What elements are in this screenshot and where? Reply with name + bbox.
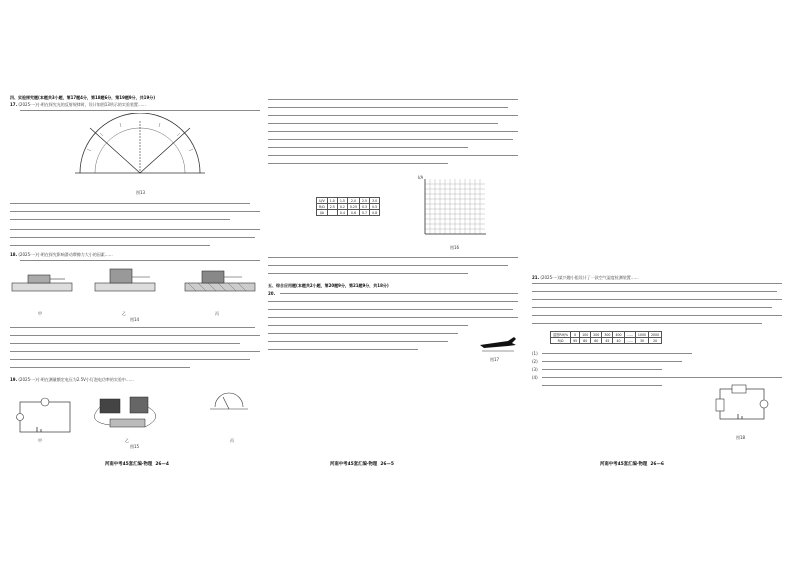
q19-intro: 19. (2025····)小明在测量额定电压为2.5V小灯泡电功率的实验中…… — [10, 377, 134, 382]
figure-18-caption: 图18 — [736, 435, 746, 440]
fig14-label-a: 甲 — [38, 311, 42, 316]
table-row: R/Ω 95 80 60 45 40 …… 30 20 — [551, 338, 662, 344]
table-row: I/A 0.4 0.6 0.7 0.8 — [317, 210, 380, 216]
page-right — [532, 95, 790, 470]
page-left-footer: 河南中考45套汇编·物理 26—4 — [105, 462, 169, 467]
figure-17-caption: 图17 — [490, 357, 500, 362]
humidity-circuit-figure — [712, 381, 772, 433]
airplane-figure — [478, 331, 518, 355]
sub-item-2: (2) — [532, 359, 538, 364]
section-title-5: 五、综合应用题(本题共2小题，第20题9分，第21题9分，共18分) — [268, 283, 389, 288]
section-title: 四、实验探究题(本题共3小题，第17题4分，第18题6分，第19题9分，共19分) — [10, 95, 156, 100]
page-left — [10, 95, 268, 470]
circuit-figure — [15, 387, 260, 442]
sub-item-1: (1) — [532, 351, 538, 356]
q20-number: 20. — [268, 291, 276, 296]
table-row: 湿度RH/% 0 100 200 300 400 …… 1000 2000 — [551, 332, 662, 338]
table-row: U/V 1.0 1.5 2.0 2.5 3.0 — [317, 198, 380, 204]
figure-15-caption: 图15 — [130, 444, 140, 449]
fig14-label-b: 乙 — [122, 311, 126, 316]
page-middle-footer: 河南中考45套汇编·物理 26—5 — [330, 462, 394, 467]
humidity-table — [550, 331, 662, 344]
figure-13-caption: 图13 — [136, 190, 146, 195]
q17-intro: 17. (2025····)小明在探究光的反射规律时，设计如图13所示的实验装置…… — [10, 102, 146, 107]
figure-14-caption: 图14 — [130, 317, 140, 322]
fig15-label-a: 甲 — [38, 438, 42, 443]
data-table — [316, 197, 380, 216]
page-middle — [268, 95, 526, 470]
q18-intro: 18. (2025····)小明在探究影响滑动摩擦力大小的因素…… — [10, 252, 113, 257]
fig14-label-c: 丙 — [215, 311, 219, 316]
chart-axis-label: I/A — [418, 175, 424, 180]
figure-16-caption: 图16 — [450, 245, 460, 250]
q21-intro: 21. (2025····)某兴趣小组设计了一款空气湿度检测装置…… — [532, 275, 639, 280]
reflection-figure — [70, 113, 210, 188]
page-right-footer: 河南中考45套汇编·物理 26—6 — [600, 462, 664, 467]
sub-item-4: (4) — [532, 375, 538, 380]
fig15-label-c: 丙 — [230, 438, 234, 443]
fig15-label-b: 乙 — [125, 438, 129, 443]
friction-figure — [10, 265, 260, 310]
table-row: R/Ω 2.5 0.2 0.25 0.3 0.5 — [317, 204, 380, 210]
grid-chart — [420, 179, 490, 241]
sub-item-3: (3) — [532, 367, 538, 372]
